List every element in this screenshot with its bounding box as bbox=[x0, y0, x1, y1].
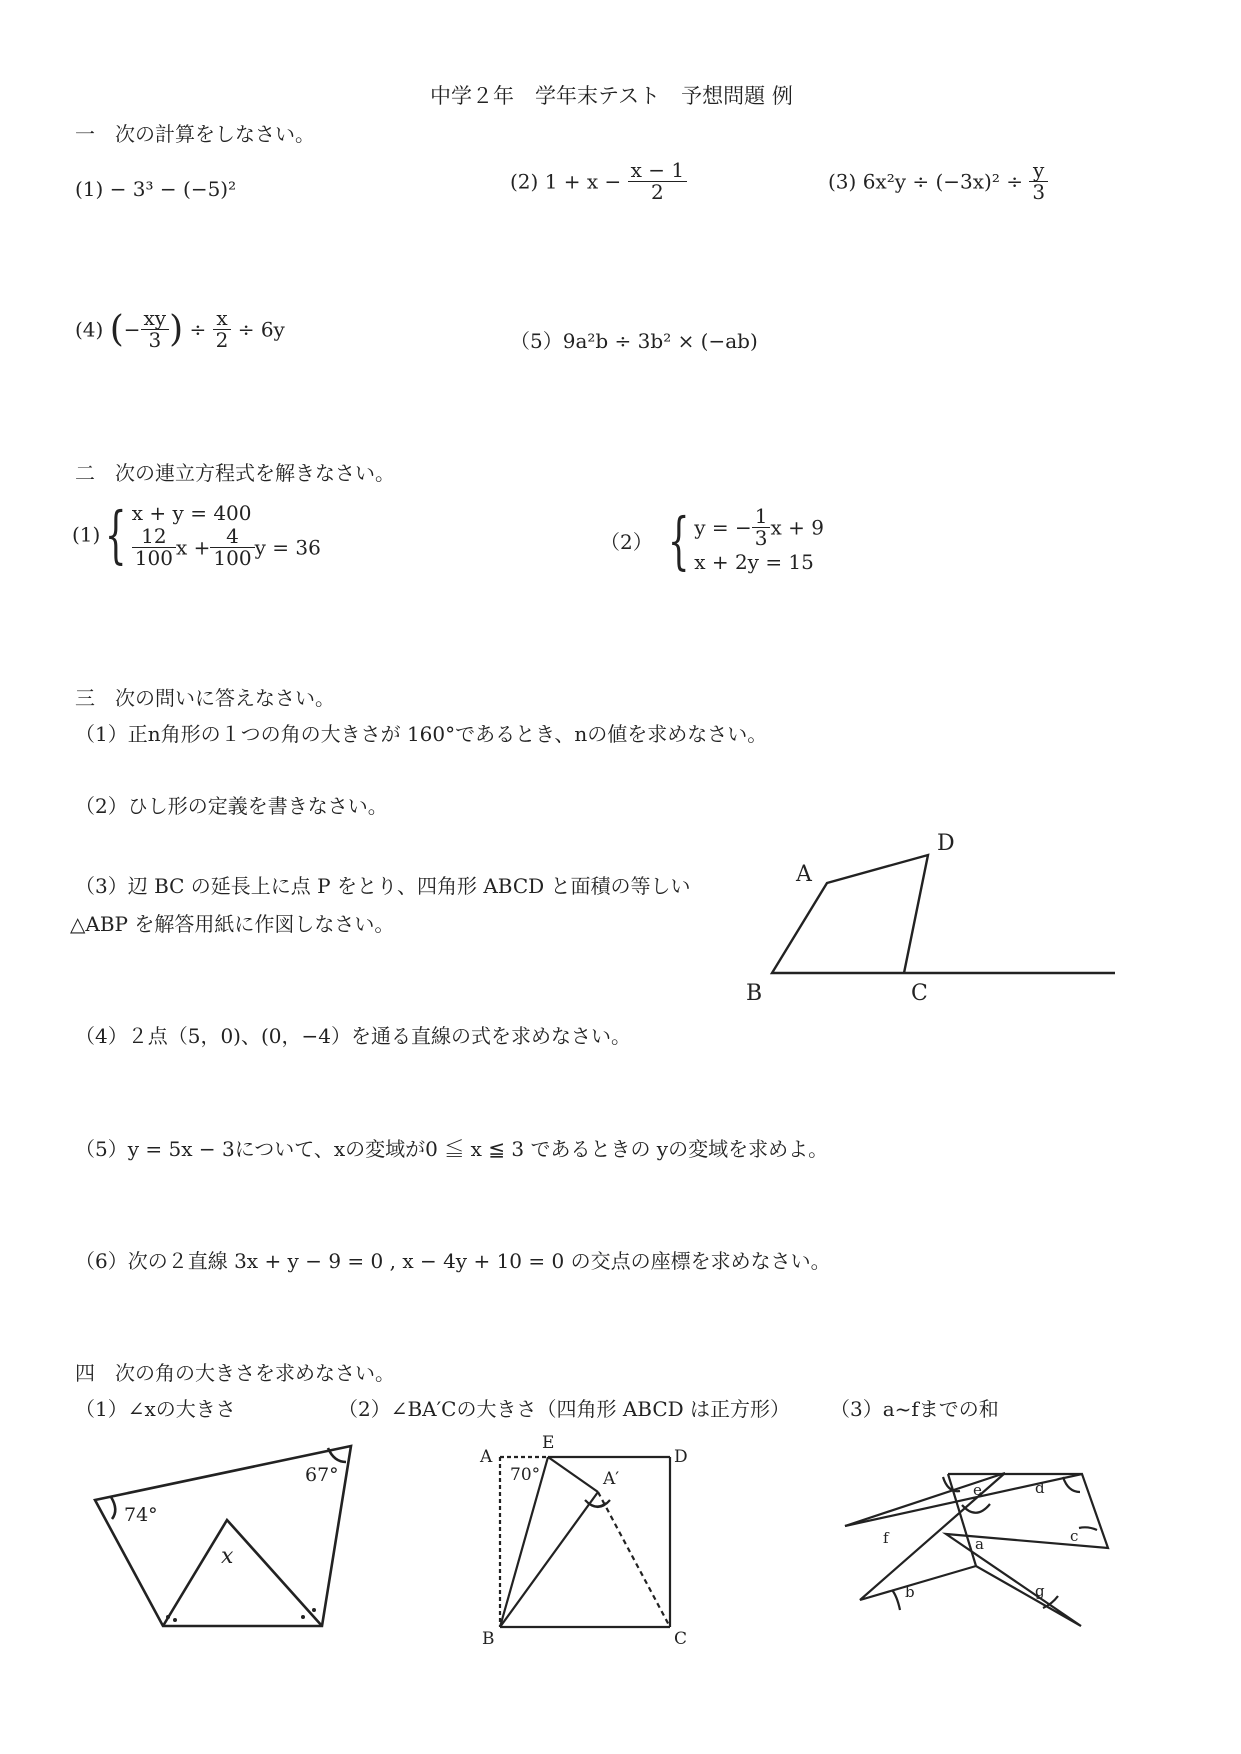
s2-suffix: x + 9 bbox=[770, 515, 824, 540]
q2-prefix: (2) 1 + x − bbox=[510, 169, 622, 194]
q4-numerator-1: xy bbox=[141, 308, 170, 330]
s2-num: 1 bbox=[752, 506, 771, 528]
fig3-label-d: d bbox=[1035, 1479, 1045, 1497]
s1-num2: 4 bbox=[210, 526, 254, 548]
system-1-line1: x + y = 400 bbox=[131, 501, 252, 525]
fig3-label-g: g bbox=[1035, 1582, 1045, 1600]
q2-2-label: （2） bbox=[600, 530, 653, 554]
problem-3-1: （1）正n角形の１つの角の大きさが 160°であるとき、nの値を求めなさい。 bbox=[75, 722, 768, 746]
fig2-label-A-prime: A′ bbox=[603, 1469, 620, 1489]
minus-sign: − bbox=[123, 317, 141, 342]
problem-3-5: （5）y = 5x − 3について、xの変域が0 ≦ x ≦ 3 であるときの yの変域を求めよ。 bbox=[75, 1137, 829, 1161]
fig-label-D: D bbox=[937, 831, 955, 856]
paren-close: ) bbox=[169, 309, 184, 350]
fig1-angle-x: x bbox=[221, 1544, 234, 1569]
q4-prefix: (4) bbox=[75, 317, 104, 342]
fig2-label-D: D bbox=[674, 1447, 688, 1467]
s1-tail: y = 36 bbox=[254, 535, 321, 560]
divide-sign: ÷ bbox=[189, 317, 207, 342]
fig2-label-A: A bbox=[480, 1447, 493, 1467]
fig-label-B: B bbox=[746, 981, 763, 1006]
problem-3-3-line2: △ABP を解答用紙に作図しなさい。 bbox=[70, 912, 395, 936]
fig3-label-b: b bbox=[905, 1583, 915, 1601]
q2-numerator: x − 1 bbox=[628, 160, 687, 182]
problem-4-1: （1）∠xの大きさ bbox=[75, 1397, 236, 1421]
fig3-label-e: e bbox=[973, 1481, 982, 1499]
s2-den: 3 bbox=[754, 526, 768, 550]
system-brace-2: { bbox=[667, 503, 690, 577]
q3-denominator: 3 bbox=[1032, 180, 1046, 204]
q4-denominator-2: 2 bbox=[215, 328, 229, 352]
s2-prefix: y = − bbox=[694, 515, 752, 540]
paren-open: ( bbox=[109, 309, 124, 350]
s1-den2: 100 bbox=[213, 546, 252, 570]
section1-heading: 一 次の計算をしなさい。 bbox=[75, 122, 315, 146]
q4-denominator-1: 3 bbox=[148, 328, 162, 352]
q2-1-label: (1) bbox=[72, 522, 101, 547]
fig1-angle-67: 67° bbox=[305, 1464, 339, 1486]
fig1-angle-74: 74° bbox=[124, 1504, 158, 1526]
fig2-label-C: C bbox=[674, 1629, 688, 1649]
problem-3-2: （2）ひし形の定義を書きなさい。 bbox=[75, 794, 388, 818]
system-2-line2: x + 2y = 15 bbox=[694, 550, 814, 574]
q3-numerator: y bbox=[1029, 160, 1048, 182]
page-title: 中学２年 学年末テスト 予想問題 例 bbox=[430, 84, 793, 108]
section4-heading: 四 次の角の大きさを求めなさい。 bbox=[75, 1361, 395, 1385]
section2-heading: 二 次の連立方程式を解きなさい。 bbox=[75, 461, 395, 485]
fig-label-A: A bbox=[796, 862, 812, 887]
section3-heading: 三 次の問いに答えなさい。 bbox=[75, 686, 335, 710]
problem-1-1: (1) − 3³ − (−5)² bbox=[75, 177, 237, 201]
q4-suffix: ÷ 6y bbox=[237, 317, 285, 342]
problem-3-3-line1: （3）辺 BC の延長上に点 P をとり、四角形 ABCD と面積の等しい bbox=[75, 874, 691, 898]
fig2-label-E: E bbox=[542, 1433, 555, 1453]
s1-num1: 12 bbox=[132, 526, 176, 548]
fig2-label-B: B bbox=[482, 1629, 495, 1649]
fig-label-C: C bbox=[911, 981, 928, 1006]
system-brace-1: { bbox=[105, 497, 127, 571]
problem-3-6: （6）次の２直線 3x + y − 9 = 0 , x − 4y + 10 = 0 の交点の座標を求めなさい。 bbox=[75, 1249, 831, 1273]
problem-3-4: （4）２点（5，0)、(0，−4）を通る直線の式を求めなさい。 bbox=[75, 1024, 631, 1048]
s1-x-plus: x + bbox=[175, 535, 211, 560]
q4-numerator-2: x bbox=[213, 308, 232, 330]
q3-prefix: (3) 6x²y ÷ (−3x)² ÷ bbox=[828, 169, 1023, 194]
fig3-label-c: c bbox=[1070, 1527, 1079, 1545]
s1-den1: 100 bbox=[134, 546, 173, 570]
problem-1-5: （5）9a²b ÷ 3b² × (−ab) bbox=[510, 329, 758, 353]
fig2-angle-70: 70° bbox=[510, 1465, 541, 1485]
problem-4-2: （2）∠BA′Cの大きさ（四角形 ABCD は正方形） bbox=[338, 1397, 791, 1421]
fig3-label-f: f bbox=[883, 1529, 889, 1547]
problem-4-3: （3）a~fまでの和 bbox=[830, 1397, 999, 1421]
q2-denominator: 2 bbox=[651, 180, 664, 204]
fig3-label-a: a bbox=[975, 1535, 984, 1553]
